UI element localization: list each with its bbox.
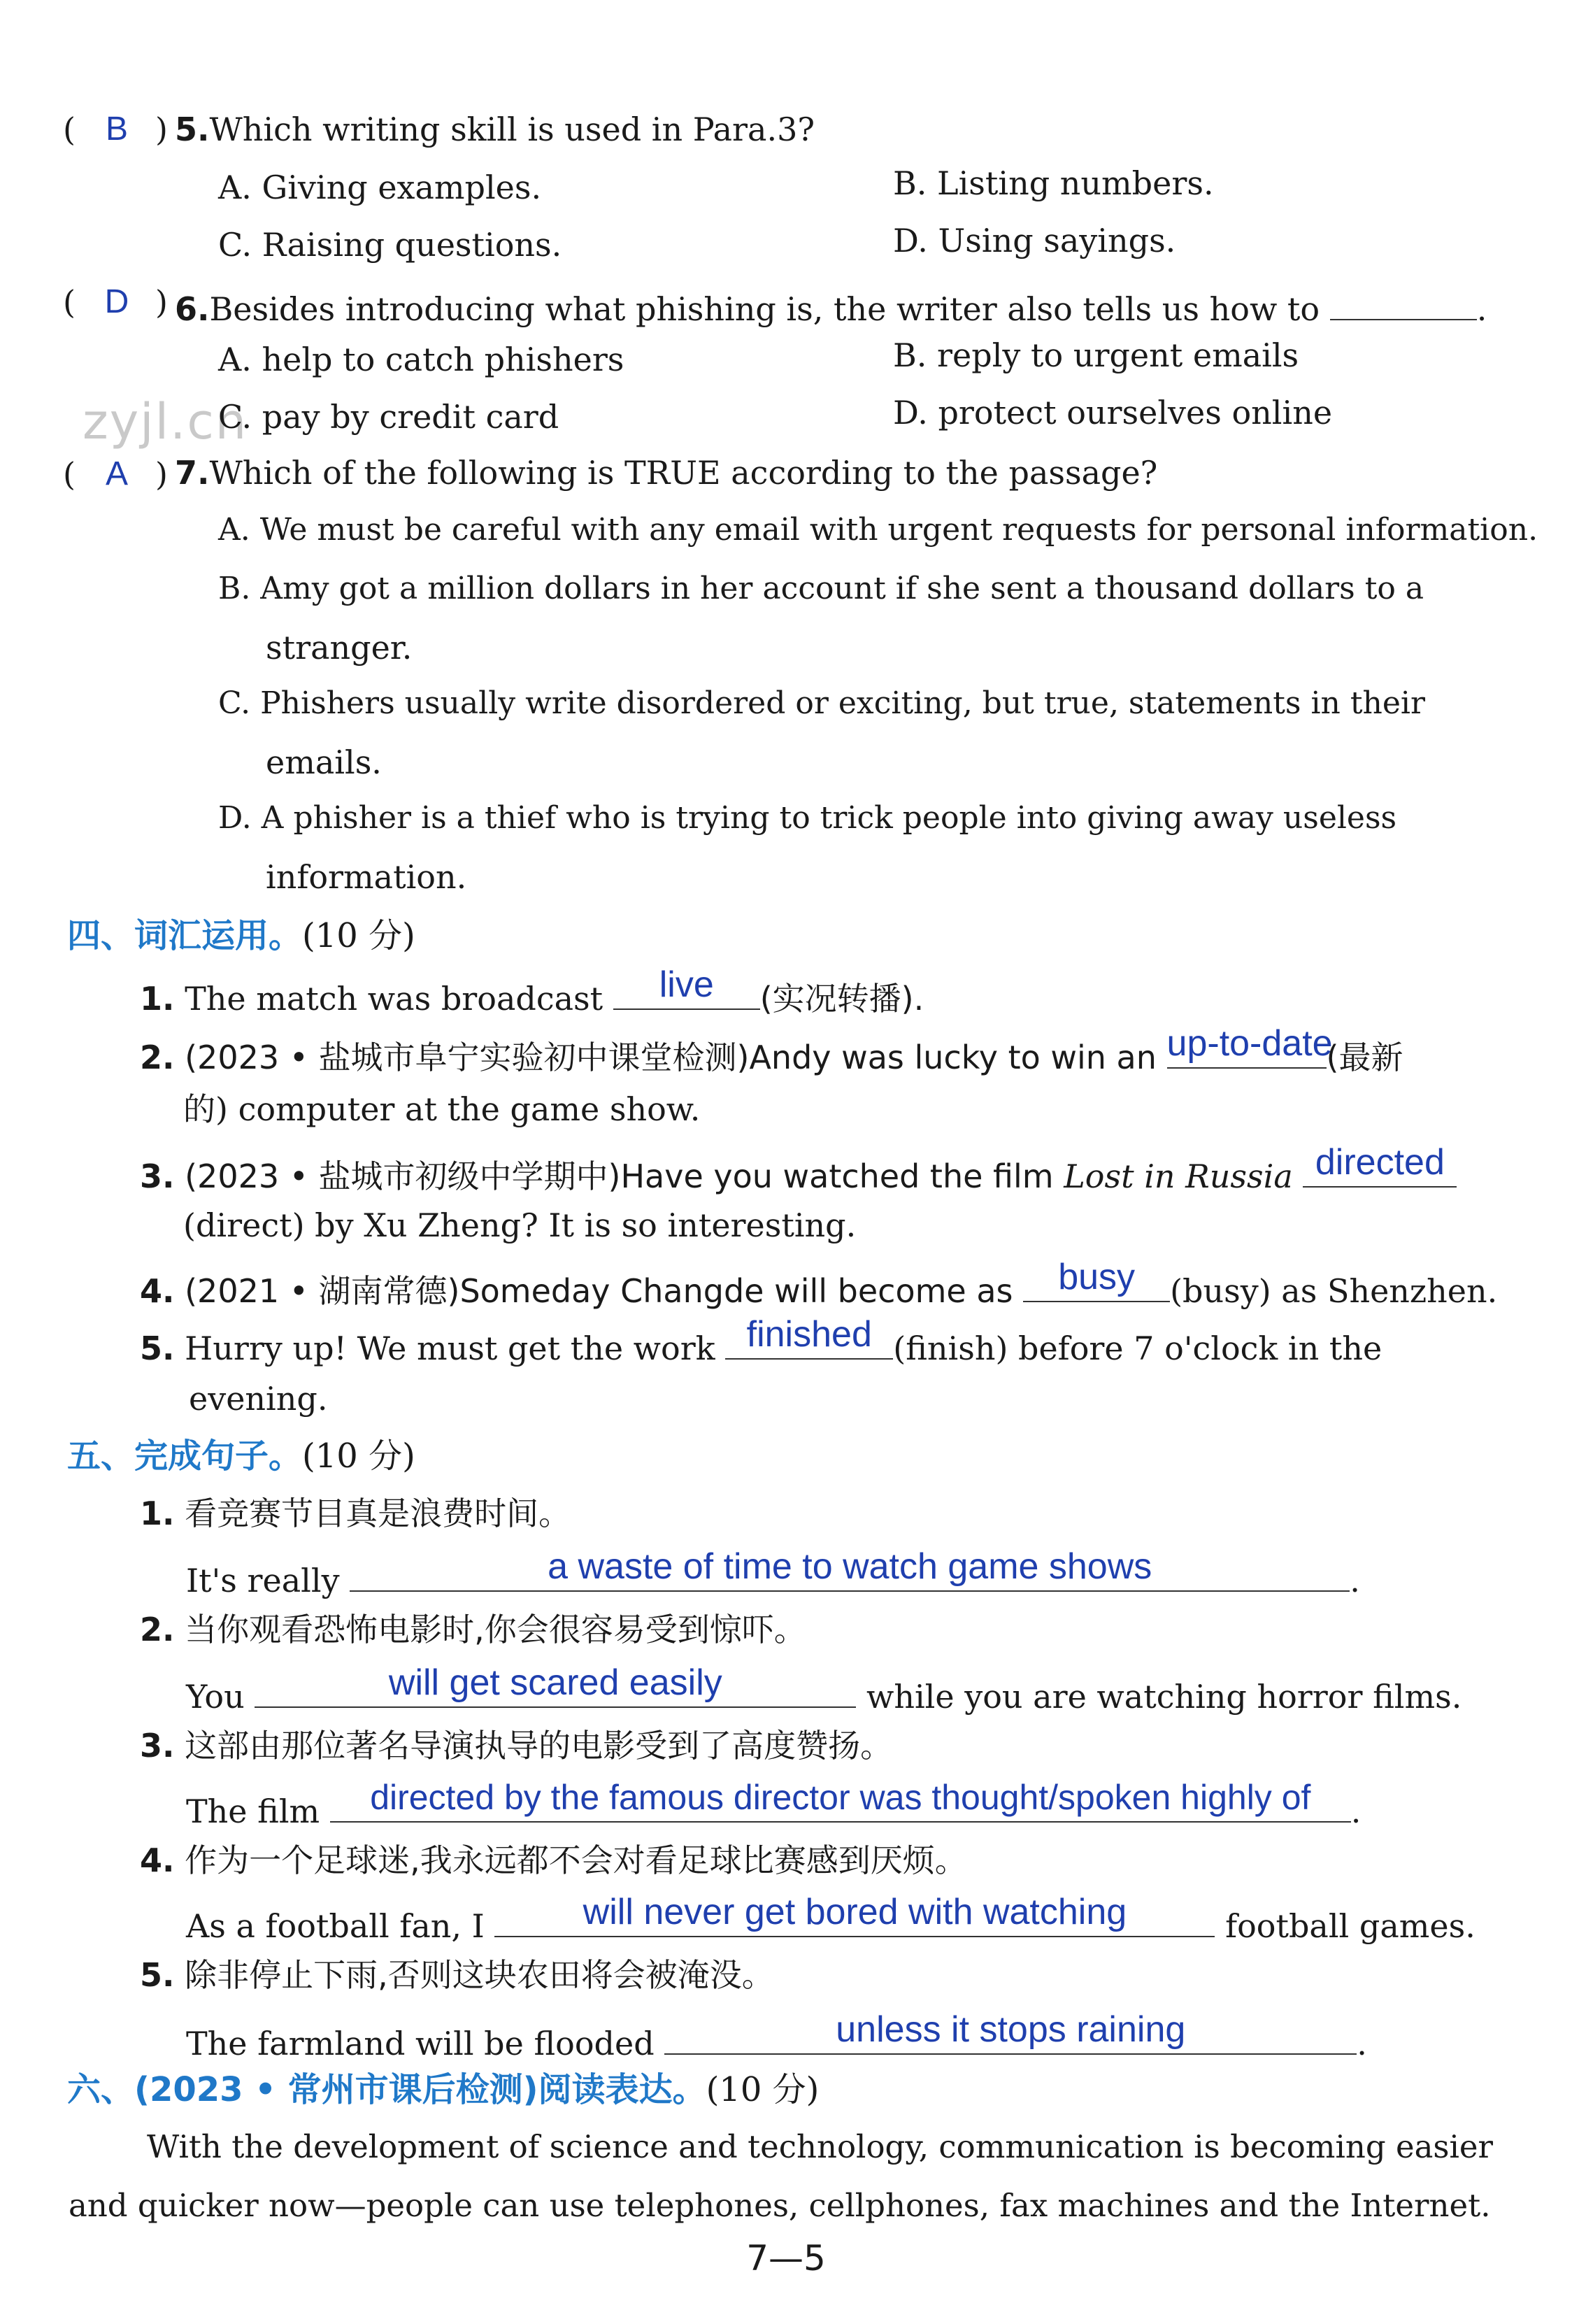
- mcq-option: B. reply to urgent emails: [893, 336, 1299, 374]
- item-number: 2.: [140, 1611, 175, 1648]
- item-text: (busy) as Shenzhen.: [1170, 1272, 1498, 1310]
- mcq-option: B. Amy got a million dollars in her account if she sent a thousand dollars to a: [218, 571, 1424, 606]
- section-5-title: [67, 1434, 415, 1478]
- mcq-question-6: 6.Besides introducing what phishing is, the writer also tells us how to .: [175, 280, 1487, 330]
- mcq-option-cont: stranger.: [266, 629, 413, 666]
- s5-item-5-cn: [140, 1954, 774, 1996]
- mcq-option: D. protect ourselves online: [893, 394, 1333, 432]
- item-text: (2023 • 盐城市阜宁实验初中课堂检测)Andy was lucky to win an: [185, 1039, 1157, 1076]
- mcq-answer-5: B: [105, 111, 128, 148]
- item-text: .: [1350, 1792, 1362, 1830]
- item-number: 1.: [140, 980, 175, 1018]
- mcq-option: C. pay by credit card: [218, 398, 559, 436]
- answer-blank: [1023, 1257, 1170, 1302]
- s5-item-4-cn: [140, 1839, 967, 1881]
- s4-item-3: [140, 1142, 1457, 1197]
- item-number: 3.: [140, 1157, 175, 1195]
- mcq-paren-left: (: [63, 455, 76, 493]
- item-number: 5.: [140, 1329, 175, 1367]
- watermark: zyjl.cn: [83, 393, 248, 450]
- section-points: (10 分): [706, 2070, 820, 2109]
- s4-item-5: [140, 1314, 1382, 1369]
- item-text: (实况转播).: [759, 980, 924, 1018]
- question-number: 6.: [175, 290, 210, 328]
- film-title: Lost in Russia: [1064, 1157, 1293, 1195]
- answer-blank: [350, 1546, 1350, 1592]
- chinese-prompt: 作为一个足球迷,我永远都不会对看足球比赛感到厌烦。: [185, 1841, 967, 1879]
- section-title-text: 四、词汇运用。: [67, 916, 303, 955]
- item-text: (2023 • 盐城市初级中学期中)Have you watched the film: [185, 1157, 1054, 1195]
- s5-item-1-cn: [140, 1492, 571, 1534]
- item-text: (finish) before 7 o'clock in the: [893, 1329, 1382, 1367]
- s5-item-3-en: [186, 1778, 1362, 1832]
- s4-item-3-cont: (direct) by Xu Zheng? It is so interesting.: [183, 1206, 857, 1244]
- s5-item-5-en: [186, 2009, 1367, 2065]
- mcq-paren-left: (: [63, 283, 76, 321]
- mcq-option: C. Raising questions.: [218, 226, 562, 264]
- answer-blank: [494, 1892, 1215, 1937]
- item-number: 2.: [140, 1039, 175, 1076]
- s5-item-2-cn: [140, 1609, 806, 1651]
- mcq-option: A. Giving examples.: [218, 169, 542, 206]
- answer-blank: [1330, 280, 1477, 320]
- question-text: Which writing skill is used in Para.3?: [209, 111, 815, 148]
- section-title-text: 五、完成句子。: [67, 1437, 303, 1476]
- s4-item-5-cont: evening.: [189, 1380, 328, 1418]
- answer-text: directed by the famous director was thought/spoken highly of: [370, 1778, 1311, 1817]
- answer-text: busy: [1058, 1257, 1136, 1297]
- answer-text: live: [659, 964, 714, 1005]
- item-text: As a football fan, I: [186, 1907, 485, 1945]
- answer-blank: [1303, 1142, 1457, 1188]
- section-title-text: 六、(2023 • 常州市课后检测)阅读表达。: [67, 2070, 706, 2109]
- item-number: 1.: [140, 1495, 175, 1532]
- answer-text: finished: [746, 1314, 872, 1355]
- section-4-title: [67, 913, 415, 958]
- item-text: The film: [186, 1792, 320, 1830]
- mcq-option: C. Phishers usually write disordered or exciting, but true, statements in their: [218, 685, 1426, 721]
- item-number: 5.: [140, 1956, 175, 1994]
- mcq-question-7: [175, 452, 1157, 494]
- s5-item-1-en: [186, 1546, 1360, 1602]
- section-6-title: [67, 2067, 819, 2112]
- question-text: Besides introducing what phishing is, the writer also tells us how to: [209, 290, 1320, 328]
- item-text: You: [186, 1678, 245, 1716]
- s4-item-2-cont: 的) computer at the game show.: [183, 1090, 701, 1128]
- chinese-prompt: 看竞赛节目真是浪费时间。: [185, 1495, 571, 1532]
- chinese-prompt: 除非停止下雨,否则这块农田将会被淹没。: [185, 1956, 774, 1994]
- answer-blank: [725, 1314, 893, 1360]
- passage-line: With the development of science and technology, communication is becoming easier: [147, 2128, 1494, 2165]
- mcq-option: A. help to catch phishers: [218, 341, 624, 378]
- mcq-answer-6: D: [104, 283, 129, 320]
- mcq-option-cont: information.: [266, 858, 467, 896]
- s5-item-2-en: [186, 1662, 1462, 1718]
- item-number: 3.: [140, 1727, 175, 1765]
- item-number: 4.: [140, 1272, 175, 1310]
- answer-text: a waste of time to watch game shows: [548, 1546, 1152, 1587]
- s5-item-3-cn: [140, 1725, 892, 1767]
- answer-text: will get scared easily: [388, 1662, 722, 1703]
- mcq-answer-7: A: [105, 455, 128, 492]
- item-text: while you are watching horror films.: [866, 1678, 1462, 1716]
- s4-item-4: [140, 1257, 1498, 1312]
- item-text: Hurry up! We must get the work: [185, 1329, 715, 1367]
- chinese-prompt: 当你观看恐怖电影时,你会很容易受到惊吓。: [185, 1611, 806, 1648]
- mcq-option: D. A phisher is a thief who is trying to trick people into giving away useless: [218, 800, 1397, 836]
- answer-blank: [664, 2009, 1357, 2055]
- answer-text: will never get bored with watching: [583, 1892, 1127, 1932]
- mcq-paren-right: ): [155, 111, 168, 148]
- chinese-prompt: 这部由那位著名导演执导的电影受到了高度赞扬。: [185, 1727, 893, 1765]
- s5-item-4-en: [186, 1892, 1475, 1947]
- question-number: 5.: [175, 111, 210, 148]
- answer-text: up-to-date: [1166, 1023, 1333, 1064]
- passage-line: and quicker now—people can use telephones, cellphones, fax machines and the Internet.: [69, 2187, 1491, 2224]
- section-points: (10 分): [302, 1437, 415, 1476]
- page-number: 7—5: [746, 2238, 826, 2279]
- mcq-option-cont: emails.: [266, 743, 382, 781]
- item-text: (2021 • 湖南常德)Someday Changde will become as: [185, 1272, 1013, 1310]
- question-text: Which of the following is TRUE according to the passage?: [209, 454, 1158, 492]
- item-text: .: [1350, 1562, 1360, 1599]
- mcq-paren-left: (: [63, 111, 76, 148]
- mcq-option: A. We must be careful with any email with urgent requests for personal information.: [218, 512, 1538, 548]
- item-text: (最新: [1326, 1039, 1403, 1076]
- mcq-paren-right: ): [155, 283, 168, 321]
- s4-item-2: [140, 1023, 1403, 1078]
- item-text: .: [1357, 2025, 1367, 2062]
- item-text: The farmland will be flooded: [186, 2025, 655, 2062]
- item-text: It's really: [186, 1562, 340, 1599]
- answer-blank: [613, 964, 760, 1010]
- mcq-option: B. Listing numbers.: [893, 164, 1214, 202]
- section-points: (10 分): [302, 916, 415, 955]
- question-number: 7.: [175, 454, 210, 492]
- answer-blank: [330, 1778, 1351, 1823]
- mcq-option: D. Using sayings.: [893, 222, 1176, 259]
- answer-text: unless it stops raining: [836, 2009, 1186, 2050]
- item-text: The match was broadcast: [185, 980, 603, 1018]
- mcq-question-5: [175, 108, 815, 150]
- mcq-paren-right: ): [155, 455, 168, 493]
- answer-blank: [1166, 1023, 1333, 1069]
- s4-item-1: [140, 964, 924, 1020]
- item-text: football games.: [1225, 1907, 1475, 1945]
- answer-text: directed: [1315, 1142, 1445, 1183]
- answer-blank: [255, 1662, 856, 1708]
- item-number: 4.: [140, 1841, 175, 1879]
